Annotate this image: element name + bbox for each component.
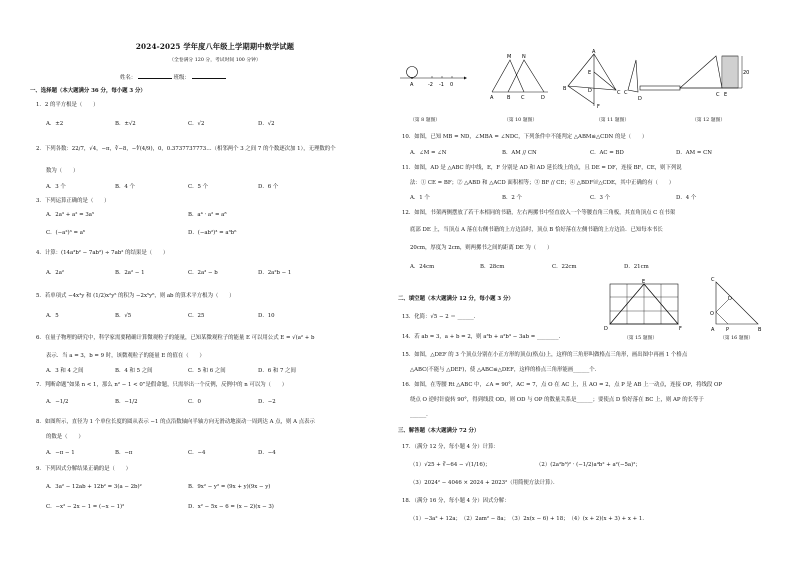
q7-option-a: A．−1/2 — [46, 399, 69, 405]
q12-option-b: B．28cm — [480, 264, 505, 270]
q11-option-c: C．3 个 — [590, 195, 611, 201]
q11-option-a: A．1 个 — [410, 195, 430, 201]
q4-option-a: A．2a² — [46, 270, 65, 276]
q1-option-b: B．±√2 — [115, 121, 136, 127]
figure-8-number-line — [398, 60, 468, 90]
q4-option-b: B．2a² − 1 — [115, 270, 145, 276]
question-5: 5．若单项式 −4x³y 和 (1/2)x²y⁵ 的积为 −2x⁵y⁶，则 ab 的算术平方根为（ ） — [36, 293, 235, 299]
q3-option-a: A．2a³ + a² = 3a⁵ — [46, 212, 95, 218]
q10-option-d: D．AM = CN — [676, 150, 712, 156]
svg-text:C: C — [521, 95, 525, 101]
question-4: 4．计算：(14a³b² − 7ab²) ÷ 7ab² 的结果是（ ） — [36, 250, 169, 256]
q4-option-c: C．2a³ − b — [188, 270, 218, 276]
question-17: 17．（满分 12 分，每小题 4 分）计算： — [402, 444, 499, 450]
question-15-cont: △ABC(不能与 △DEF)，使 △ABC≌△DEF，这样的格点三角形能画______个． — [410, 367, 601, 373]
class-blank — [192, 74, 226, 79]
svg-text:D: D — [638, 96, 642, 102]
svg-text:C: C — [716, 92, 720, 98]
q3-option-d: D．(−ab²)³ = a³b⁶ — [188, 230, 237, 236]
name-class-row — [120, 74, 226, 82]
svg-text:E: E — [724, 92, 728, 98]
caption-fig-11: （第 11 题图） — [596, 118, 630, 123]
svg-text:0: 0 — [450, 82, 454, 88]
question-12-cont2: 20cm，厚度为 2cm，则两摞书之间的距离 DE 为（ ） — [410, 245, 553, 251]
q12-option-a: A．24cm — [410, 264, 435, 270]
q6-option-a: A．3 和 4 之间 — [46, 368, 84, 374]
svg-text:C: C — [711, 277, 715, 283]
svg-text:20: 20 — [743, 70, 750, 76]
question-16-cont: 绕点 O 逆时针旋转 90°，得到线段 OD，则 OD 与 OP 的数量关系是______；要使点 D 恰好落在 BC 上，则 AP 的长等于 — [410, 397, 704, 403]
q7-option-d: D．−2 — [258, 399, 276, 405]
q7-option-c: C．0 — [188, 399, 201, 405]
figure-11-median — [564, 50, 624, 112]
svg-text:-1: -1 — [439, 82, 444, 88]
question-18-parts: （1）−3a² + 12a； （2）2am² − 8a； （3）2x(x − 6) + 18； （4）(x + 2)(x + 3) + x + 1． — [410, 516, 648, 522]
q5-option-d: D．10 — [258, 313, 275, 319]
question-11-cont: 法：① CE = BF；② △ABD 和 △ACD 面积相等；③ BF // CE；④ △BDF≌△CDE，其中正确的有（ ） — [410, 180, 675, 186]
question-2-cont: 数为（ ） — [46, 168, 79, 174]
q8-option-a: A．−π − 1 — [46, 450, 75, 456]
svg-text:A: A — [711, 327, 715, 333]
q10-option-a: A．∠M = ∠N — [410, 150, 447, 156]
name-label: 姓名： — [120, 75, 137, 81]
svg-text:F: F — [679, 326, 682, 332]
q5-option-b: B．√5 — [115, 313, 132, 319]
question-12-cont: 底部 DE 上，当顶点 A 落在右侧书籍的上方边沿时，顶点 B 恰好落在左侧书籍的上方边沿．已知每本书长 — [410, 227, 663, 233]
q11-option-d: D．4 个 — [676, 195, 697, 201]
svg-text:N: N — [522, 54, 526, 60]
q8-option-b: B．−π — [115, 450, 133, 456]
question-17-part-1: （1）√25 + ∛−64 − √(1/16)； — [410, 462, 491, 468]
svg-text:O: O — [710, 311, 714, 317]
svg-text:P: P — [726, 327, 730, 333]
page-subtitle: （全卷满分 120 分，考试时间 100 分钟） — [169, 58, 261, 63]
question-6: 6．在量子物理的研究中，科学家需要精确计算微观粒子的能量，已知某微观粒子的能量 E 可以用公式 E = √(a² + b — [36, 335, 315, 341]
svg-text:B: B — [563, 86, 567, 92]
question-13: 13．化简：√5 − 2 ＝ ______． — [402, 314, 480, 320]
question-18: 18．（满分 16 分，每小题 4 分）因式分解： — [402, 498, 510, 504]
svg-text:B: B — [507, 95, 511, 101]
figure-15-grid — [604, 280, 684, 332]
svg-text:-2: -2 — [428, 82, 433, 88]
question-12: 12．如图，书架两侧摆放了若干本相同的书籍，左右两摞书中竖直放入一个等腰直角三角板，其直角顶点 C 在书架 — [402, 210, 676, 216]
question-10: 10．如图，已知 MB = ND，∠MBA = ∠NDC，下列条件中不能判定 △ABM≌△CDN 的是（ ） — [402, 134, 648, 140]
q8-option-c: C．−4 — [188, 450, 206, 456]
svg-text:A: A — [592, 49, 596, 55]
question-7: 7．判断命题“如果 n < 1，那么 n² − 1 < 0”是假命题，只需举出一个反例，反例中的 n 可以为（ ） — [36, 382, 288, 388]
q1-option-a: A．±2 — [46, 121, 64, 127]
q8-option-d: D．−4 — [258, 450, 276, 456]
svg-text:E: E — [642, 279, 646, 285]
q10-option-c: C．AC = BD — [590, 150, 624, 156]
svg-text:F: F — [597, 104, 600, 110]
question-2: 2．下列各数：22/7，√4，−π，∛−8，−∜(4/9)，0，0.3737737773…（相邻两个 3 之间 7 的个数逐次加 1），无理数的个 — [36, 146, 336, 152]
question-6-cont: 表示．当 a = 3，b = 9 时，该微观粒子的能量 E 的值在（ ） — [46, 353, 205, 359]
q2-option-c: C．5 个 — [188, 184, 209, 190]
question-8: 8．如图所示，直径为 1 个单位长度的圆从表示 −1 的点沿数轴向半轴方向无滑动地滚动一周到达 A 点，则 A 点表示 — [36, 419, 315, 425]
class-label: 班级： — [173, 75, 190, 81]
question-3: 3．下列运算正确的是（ ） — [36, 198, 110, 204]
caption-fig-12: （第 12 题图） — [692, 118, 726, 123]
figure-10-triangles — [488, 52, 556, 100]
svg-text:D: D — [604, 326, 608, 332]
caption-fig-10: （第 10 题图） — [504, 118, 538, 123]
question-15: 15．如图，△DEF 的 3 个顶点分别在小正方形的顶点(格点)上，这样的三角形叫做格点三角形，画出图中再画 1 个格点 — [402, 352, 688, 358]
q6-option-d: D．6 和 7 之间 — [258, 368, 296, 374]
question-1: 1．2 的平方根是（ ） — [36, 102, 99, 108]
q1-option-d: D．√2 — [258, 121, 275, 127]
section-2-heading: 二、填空题（本大题满分 12 分，每小题 3 分） — [398, 296, 514, 302]
svg-text:C: C — [617, 90, 621, 96]
question-16-cont2: ______． — [410, 412, 432, 418]
question-14: 14．若 ab = 3，a + b = 2，则 a³b + a²b³ − 3ab = ________． — [402, 334, 564, 340]
q4-option-d: D．2a²b − 1 — [258, 270, 292, 276]
q3-option-b: B．a⁴ · a² = a⁸ — [188, 212, 227, 218]
caption-fig-8: （第 8 题图） — [410, 118, 441, 123]
q12-option-c: C．22cm — [552, 264, 577, 270]
q11-option-b: B．2 个 — [502, 195, 522, 201]
q9-option-c: C．−x² − 2x − 1 = (−x − 1)² — [46, 504, 125, 510]
svg-text:C: C — [624, 90, 628, 96]
q9-option-d: D．x² − 5x − 6 = (x − 2)(x − 3) — [188, 504, 274, 510]
question-16: 16．如图，在等腰 Rt △ABC 中，∠A = 90°，AC = 7，点 O 在 AC 上，且 AO = 2，点 P 是 AB 上一动点，连接 OP，将线段 OP — [402, 382, 723, 388]
q7-option-b: B．−1/2 — [115, 399, 138, 405]
q3-option-c: C．(−a²)³ = a⁶ — [46, 230, 86, 236]
q9-option-a: A．3a² − 12ab + 12b² = 3(a − 2b)² — [46, 484, 142, 490]
svg-text:D: D — [541, 95, 545, 101]
caption-fig-16: （第 16 题图） — [720, 336, 754, 341]
q6-option-b: B．4 和 5 之间 — [115, 368, 153, 374]
figure-16-right-triangle — [706, 276, 766, 332]
svg-text:B: B — [758, 327, 762, 333]
page-title: 2024-2025 学年度八年级上学期期中数学试题 — [135, 42, 295, 51]
q5-option-a: A．5 — [46, 313, 59, 319]
question-11: 11．如图，AD 是 △ABC 的中线，E，F 分别是 AD 和 AD 延长线上的点，且 DE = DF，连接 BF，CE，则下列说 — [402, 165, 682, 171]
q6-option-c: C．5 和 6 之间 — [188, 368, 226, 374]
question-17-part-3: （3）2024² − 4046 × 2024 + 2023²（用简便方法计算）． — [410, 480, 559, 486]
section-1-heading: 一、选择题（本大题满分 36 分，每小题 3 分） — [30, 88, 146, 94]
svg-text:D: D — [588, 88, 592, 94]
figure-12-bookshelf — [676, 52, 756, 100]
name-blank — [138, 74, 172, 79]
q10-option-b: B．AM // CN — [502, 150, 537, 156]
caption-fig-15: （第 15 题图） — [624, 336, 658, 341]
svg-text:A: A — [410, 82, 414, 88]
figure-12-triangle — [624, 52, 684, 102]
svg-text:A: A — [490, 95, 494, 101]
question-17-part-2: （2）(2a²b³)² · (−1/2)a⁴b² + a²(−5a)²； — [536, 462, 641, 468]
svg-text:M: M — [507, 54, 512, 60]
svg-text:D: D — [728, 296, 732, 302]
q12-option-d: D．21cm — [624, 264, 649, 270]
q2-option-d: D．6 个 — [258, 184, 279, 190]
q2-option-b: B．4 个 — [115, 184, 135, 190]
section-3-heading: 三、解答题（本大题满分 72 分） — [398, 428, 480, 434]
q1-option-c: C．√2 — [188, 121, 205, 127]
q5-option-c: C．25 — [188, 313, 205, 319]
q9-option-b: B．9x² − y² = (9x + y)(9x − y) — [188, 484, 271, 490]
q2-option-a: A．3 个 — [46, 184, 66, 190]
svg-text:E: E — [588, 70, 592, 76]
question-9: 9．下列因式分解结果正确的是（ ） — [36, 466, 132, 472]
question-8-cont: 的数是（ ） — [46, 434, 84, 440]
